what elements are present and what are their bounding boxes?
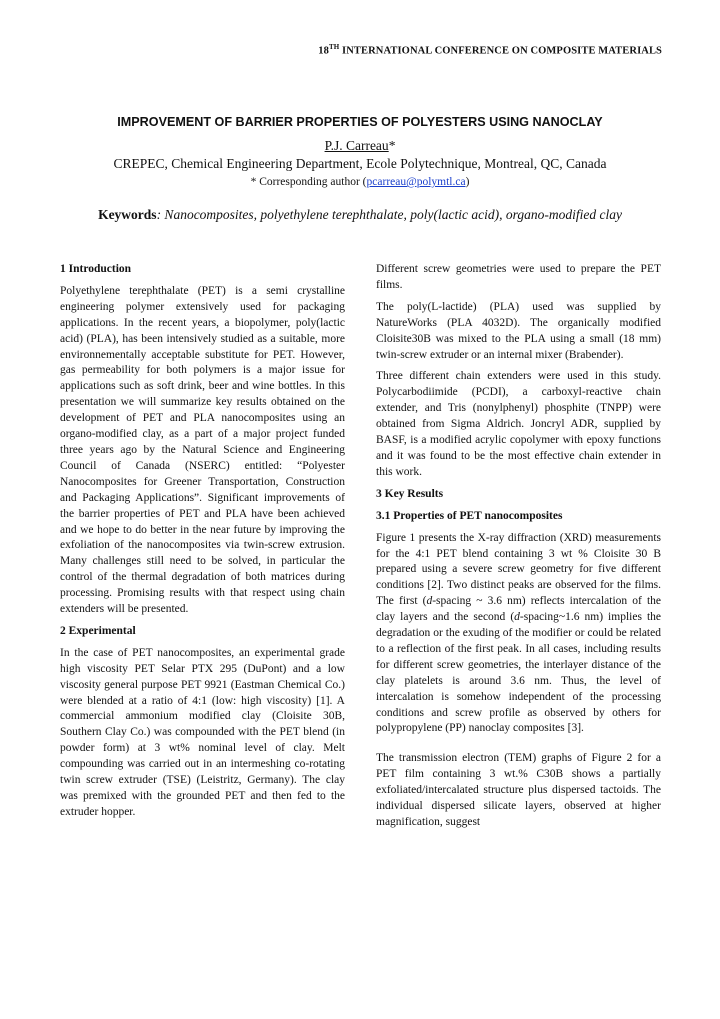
d-spacing-symbol-2: d: [514, 611, 520, 624]
xrd-paragraph: [376, 531, 661, 738]
author-star: *: [388, 138, 396, 153]
running-header: [0, 43, 720, 57]
keywords-text: : Nanocomposites, polyethylene terephthalate, poly(lactic acid), organo-modified clay: [156, 207, 622, 222]
left-column: [60, 262, 345, 827]
right-column: [376, 262, 661, 837]
keywords: [95, 206, 625, 224]
intro-heading: 1 Introduction: [60, 263, 132, 275]
corresponding-suffix: ): [465, 176, 470, 188]
experimental-paragraph: In the case of PET nanocomposites, an experimental grade high viscosity PET Selar PTX 295 (DuPont) and a low viscosity general purpose PET 9921 (Eastman Chemical Co.) were blended at a ratio of 4:1 (low: high viscosity) [1]. A commercial ammonium modified clay (Cloisite 30B, Southern Clay Co.) was compounded with the PET blend (in powder form) at 3 wt% nominal level of clay. Melt compounding was carried out in an intermeshing co-rotating twin screw extruder (TSE) (Leistritz, Germany). The clay was premixed with the grounded PET and then fed to the extruder hopper.: [60, 646, 345, 818]
author-line: [0, 138, 720, 154]
experimental-heading: 2 Experimental: [60, 624, 136, 637]
affiliation: CREPEC, Chemical Engineering Department, Ecole Polytechnique, Montreal, QC, Canada: [113, 156, 607, 171]
conference-number: 18: [318, 45, 329, 57]
corresponding-author: [0, 176, 720, 188]
xrd-text-1: Figure 1 presents the X-ray diffraction (XRD) measurements for the 4:1 PET blend containing 3 wt % Cloisite 30 B prepared using a severe screw geometry for five different conditions [2]. Two distinct peaks are observed for the films. The first (: [376, 531, 661, 608]
corresponding-prefix: * Corresponding author (: [250, 176, 367, 188]
xrd-text-3: -spacing~1.6 nm) implies the degradation or the exuding of the modifier or could be related to a reflection of the first peak. In all cases, including results for different screw geometries, the interlayer distance of the clay platelets is around 3.6 nm. Thus, the level of intercalation is somehow independent of the processing conditions and screw profile as observed by others for polypropylene (PP) nanoclay composites [3].: [376, 611, 661, 735]
conference-number-suffix: TH: [329, 43, 340, 51]
d-spacing-symbol-1: d: [426, 595, 433, 608]
xrd-text-2: -spacing ~ 3.6 nm) reflects intercalation of the clay layers and the second (: [376, 595, 661, 624]
screw-paragraph: Different screw geometries were used to prepare the PET films.: [376, 263, 661, 291]
conference-name: INTERNATIONAL CONFERENCE ON COMPOSITE MATERIALS: [339, 45, 662, 57]
email-link[interactable]: pcarreau@polymtl.ca: [366, 176, 466, 188]
pla-paragraph: The poly(L-lactide) (PLA) used was supplied by NatureWorks (PLA 4032D). The organically modified Cloisite30B was mixed to the PLA using a small (18 mm) twin-screw extruder or an internal mixer (Brabender).: [376, 300, 661, 361]
author-name[interactable]: P.J. Carreau: [324, 138, 389, 153]
keywords-label: Keywords: [98, 207, 157, 222]
tem-paragraph: The transmission electron (TEM) graphs of Figure 2 for a PET film containing 3 wt.% C30B shows a partially exfoliated/intercalated structure plus dispersed tactoids. The individual dispersed silicate layers, observed at higher magnification, suggest: [376, 752, 661, 828]
intro-paragraph: Polyethylene terephthalate (PET) is a semi crystalline engineering polymer extensively used for packaging applications. In the recent years, a biopolymer, poly(lactic acid) (PLA), has been intensively studied as a suitable, more environnementally acceptable substitute for PET. However, gas permeability for both polymers is a major issue for applications such as soft drink, beer and wine bottles. In this presentation we will summarize key results obtained on the development of PET and PLA nanocomposites using an organo-modified clay, as a part of a major project funded three years ago by the Natural Science and Engineering Council of Canada (NSERC) entitled: “Polyester Nanocomposites for Greener Transportation, Construction and Packaging Applications”. Significant improvements of the barrier properties of PET and PLA have been achieved and we hope to do better in the near future by improving the exfoliation of the nanocomposites via twin-screw extrusion. Many challenges still need to be solved, in particular the control of the thermal degradation of both matrices during processing. Promising results with that respect using chain extenders will be presented.: [60, 284, 345, 616]
pet-subheading: 3.1 Properties of PET nanocomposites: [376, 509, 563, 522]
paper-title: IMPROVEMENT OF BARRIER PROPERTIES OF POLYESTERS USING NANOCLAY: [117, 115, 603, 129]
chain-extender-paragraph: Three different chain extenders were used in this study. Polycarbodiimide (PCDI), a carboxyl-reactive chain extender, and Tris (nonylphenyl) phosphite (TNPP) were obtained from Sigma Aldrich. Joncryl ADR, supplied by BASF, is a modified acrylic copolymer with epoxy functions and it was found to be the most effective chain extender in this work.: [376, 370, 661, 478]
results-heading: 3 Key Results: [376, 487, 444, 500]
